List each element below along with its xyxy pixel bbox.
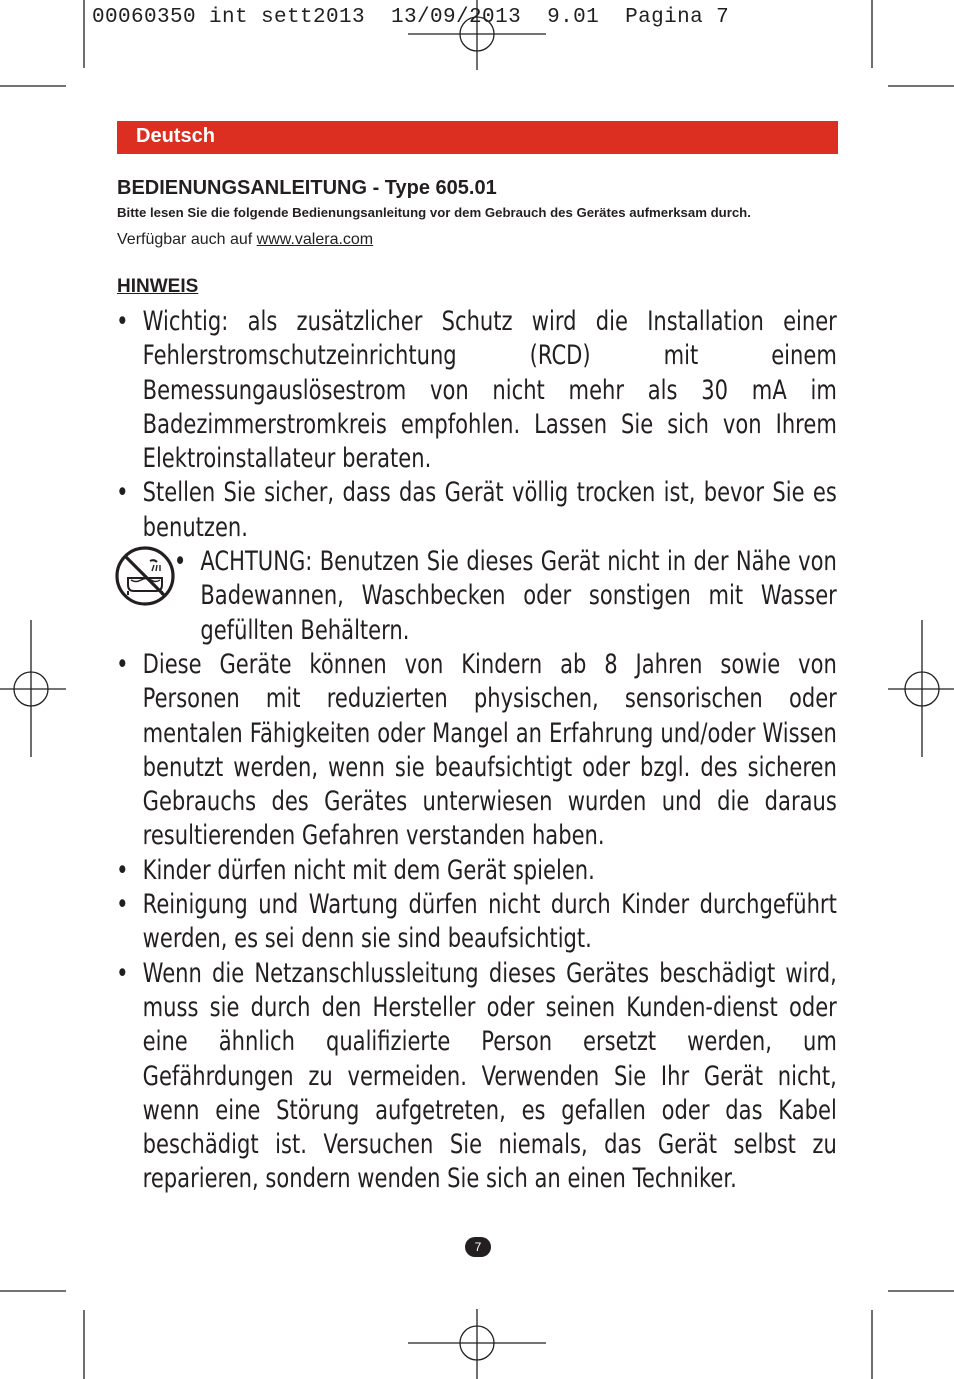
list-item-warning: • ACHTUNG: Benutzen Sie dieses Gerät nicht in der Nähe von Badewannen, Waschbecken oder sonstigen mit Wasser gefüllten Behältern. [113,545,837,648]
list-item: • Kinder dürfen nicht mit dem Gerät spielen. [113,854,837,888]
list-item: • Wenn die Netzanschlussleitung dieses Gerätes beschädigt wird, muss sie durch den Hersteller oder seinen Kunden-dienst oder eine ähnlich qualifizierte Person ersetzt werden, um Gefährdungen zu vermeiden. Verwenden Sie Ihr Gerät nicht, wenn eine Störung aufgetreten, es gefallen oder das Kabel beschädigt ist. Versuchen Sie niemals, das Gerät selbst zu reparieren, sondern wenden Sie sich an einen Techniker. [113,957,837,1197]
website-link[interactable]: www.valera.com [256,231,374,248]
section-heading: HINWEIS [117,276,199,297]
list-item: • Wichtig: als zusätzlicher Schutz wird die Installation einer Fehlerstromschutzeinrichtung (RCD) mit einem Bemessungauslösestrom von nicht mehr als 30 mA im Badezimmerstromkreis empfohlen. Lassen Sie sich von Ihrem Elektroinstallateur beraten. [113,305,837,476]
safety-list [113,305,837,1197]
availability-prefix: Verfügbar auch auf [117,231,257,248]
availability-line [117,231,373,249]
list-item: • Reinigung und Wartung dürfen nicht durch Kinder durchgeführt werden, es sei denn sie sind beaufsichtigt. [113,888,837,957]
list-item: • Diese Geräte können von Kindern ab 8 Jahren sowie von Personen mit reduzierten physischen, sensorischen oder mentalen Fähigkeiten oder Mangel an Erfahrung und/oder Wissen benutzt werden, wenn sie beaufsichtigt oder bzgl. des sicheren Gebrauchs des Gerätes unterwiesen wurden und die daraus resultierenden Gefahren verstanden haben. [113,648,837,854]
document-subtitle: Bitte lesen Sie die folgende Bedienungsanleitung vor dem Gebrauch des Gerätes aufmerksam durch. [117,205,751,220]
language-bar [117,121,838,154]
print-slug: 00060350 int sett2013 13/09/2013 9.01 Pagina 7 [92,6,730,29]
document-title: BEDIENUNGSANLEITUNG - Type 605.01 [117,177,497,199]
list-item: • Stellen Sie sicher, dass das Gerät völlig trocken ist, bevor Sie es benutzen. [113,476,837,545]
page-number: 7 [465,1237,491,1257]
no-bathtub-icon [114,545,176,607]
language-label: Deutsch [136,125,215,147]
